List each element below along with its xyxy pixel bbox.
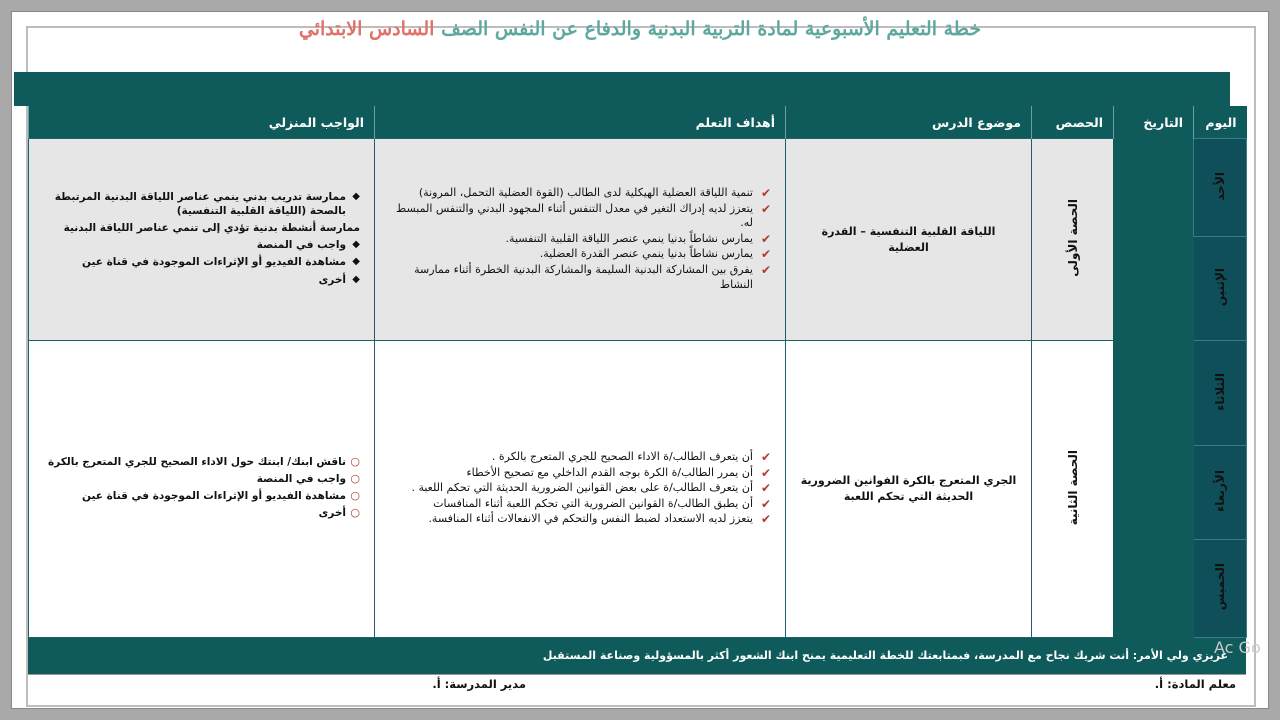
header-row [29, 106, 1247, 139]
topic-text: اللياقة القلبية التنفسية – القدرة العضلية [821, 224, 996, 254]
day-label: الأحد [1213, 171, 1227, 201]
checkmark-icon: ✔ [760, 450, 771, 465]
period-cell [1032, 341, 1114, 638]
header-date: التاريخ [1114, 106, 1194, 139]
homework-text: أخرى [318, 507, 346, 520]
list-item [395, 497, 771, 512]
goal-text: يتعزز لديه الاستعداد لضبط النفس والتحكم في الانفعالات أثناء المنافسة. [428, 512, 753, 526]
goal-text: أن يتعرف الطالب/ة على بعض القوانين الضرورية الحديثة التي تحكم اللعبة . [411, 481, 753, 495]
day-cell [1194, 237, 1247, 341]
list-item [41, 506, 360, 520]
day-cell [1194, 539, 1247, 637]
list-item [41, 221, 360, 235]
activation-watermark: Ac Go [1214, 638, 1261, 657]
day-cell [1194, 139, 1247, 237]
list-item [41, 489, 360, 503]
homework-cell [29, 341, 375, 638]
period-label: الحصة الثانية [1065, 450, 1080, 526]
homework-text: واجب في المنصة [256, 473, 346, 486]
circle-bullet-icon: ○ [350, 454, 360, 468]
list-item [395, 481, 771, 496]
goal-text: أن يطبق الطالب/ة القوانين الضرورية التي تحكم اللعبة أثناء المنافسات [433, 496, 753, 510]
list-item [395, 466, 771, 481]
goal-text: يفرق بين المشاركة البدنية السليمة والمشاركة البدنية الخطرة أثناء ممارسة النشاط [414, 263, 753, 291]
diamond-bullet-icon: ◆ [352, 239, 360, 251]
homework-cell [29, 139, 375, 341]
topic-cell [786, 341, 1032, 638]
list-item [395, 247, 771, 262]
table-row [29, 139, 1247, 237]
date-column [1114, 139, 1194, 638]
list-item [395, 232, 771, 247]
parent-note-bar [28, 638, 1246, 674]
circle-bullet-icon: ○ [350, 506, 360, 520]
checkmark-icon: ✔ [760, 465, 771, 480]
topic-cell [786, 139, 1032, 341]
list-item [41, 238, 360, 252]
homework-text: مشاهدة الفيديو أو الإثراءات الموجودة في قناة عين [82, 490, 346, 503]
header-topic: موضوع الدرس [786, 106, 1032, 139]
diamond-bullet-icon: ◆ [352, 256, 360, 268]
day-label: الخميس [1213, 563, 1227, 611]
topic-text: الجري المتعرج بالكرة الفوانين الضرورية الحديثة التي تحكم اللعبة [800, 474, 1017, 504]
page-title [0, 18, 1280, 40]
teacher-signature: معلم المادة: أ. [1154, 677, 1236, 691]
homework-text: ناقش ابنك/ ابنتك حول الاداء الصحيح للجري المتعرج بالكرة [47, 455, 346, 468]
checkmark-icon: ✔ [760, 186, 771, 201]
homework-text: ممارسة تدريب بدني ينمي عناصر اللياقة البدنية المرتبطة بالصحة (اللياقة القلبية التنفسية) [54, 190, 346, 217]
homework-list [29, 455, 374, 521]
header-band [14, 72, 1230, 106]
goal-text: يمارس نشاطاً بدنيا ينمي عنصر القدرة العضلية. [539, 247, 753, 261]
header-homework: الواجب المنزلي [29, 106, 375, 139]
circle-bullet-icon: ○ [350, 489, 360, 503]
homework-text: مشاهدة الفيديو أو الإثراءات الموجودة في قناة عين [82, 256, 346, 269]
weekly-plan-table [28, 106, 1247, 638]
period-cell [1032, 139, 1114, 341]
goals-list [375, 450, 785, 527]
goal-text: أن يمرر الطالب/ة الكرة بوجه القدم الداخلي مع تصحيح الأخطاء [466, 465, 753, 479]
checkmark-icon: ✔ [760, 231, 771, 246]
goal-text: أن يتعرف الطالب/ة الاداء الصحيح للجري المتعرج بالكرة . [491, 450, 753, 464]
day-label: الإثنين [1213, 268, 1227, 307]
checkmark-icon: ✔ [760, 512, 771, 527]
goal-text: يمارس نشاطاً بدنيا ينمي عنصر اللياقة القلبية التنفسية. [505, 231, 753, 245]
period-label: الحصة الأولى [1065, 199, 1080, 278]
day-label: الثلاثاء [1213, 372, 1227, 411]
checkmark-icon: ✔ [760, 201, 771, 216]
title-main: خطة التعليم الأسبوعية لمادة التربية البدنية والدفاع عن النفس الصف [441, 18, 982, 40]
parent-note-text: عزيزي ولي الأمر: أنت شريك نجاح مع المدرسة، فبمتابعتك للخطة التعليمية يمنح ابنك الشعور أكثر بالمسؤولية وصناعة المستقبل [542, 649, 1228, 662]
list-item [395, 202, 771, 231]
list-item [41, 273, 360, 287]
list-item [41, 190, 360, 218]
goal-text: تنمية اللياقة العضلية الهيكلية لدى الطالب (القوة العضلية التحمل، المرونة) [418, 186, 753, 200]
principal-signature: مدير المدرسة: أ. [432, 677, 526, 691]
list-item [395, 450, 771, 465]
goals-cell [375, 341, 786, 638]
goal-text: يتعزز لديه إدراك التغير في معدل التنفس أثناء المجهود البدني والتنفس المبسط له. [396, 201, 753, 230]
day-label: الأربعاء [1213, 469, 1227, 512]
checkmark-icon: ✔ [760, 247, 771, 262]
signature-row [28, 674, 1246, 693]
list-item [395, 512, 771, 527]
day-cell [1194, 445, 1247, 539]
goals-cell [375, 139, 786, 341]
homework-text: أخرى [318, 273, 346, 286]
circle-bullet-icon: ○ [350, 472, 360, 486]
checkmark-icon: ✔ [760, 496, 771, 511]
header-day: اليوم [1194, 106, 1247, 139]
list-item [395, 263, 771, 292]
list-item [395, 186, 771, 201]
list-item [41, 255, 360, 269]
title-grade: السادس الابتدائي [298, 18, 435, 40]
goals-list [375, 186, 785, 292]
diamond-bullet-icon: ◆ [352, 190, 360, 202]
diamond-bullet-icon: ◆ [352, 273, 360, 285]
header-periods: الحصص [1032, 106, 1114, 139]
day-cell [1194, 341, 1247, 445]
homework-text: واجب في المنصة [256, 239, 346, 252]
list-item [41, 455, 360, 469]
header-goals: أهداف التعلم [375, 106, 786, 139]
table-row [29, 341, 1247, 445]
homework-list [29, 190, 374, 287]
checkmark-icon: ✔ [760, 481, 771, 496]
homework-text: ممارسة أنشطة بدنية تؤدي إلى تنمي عناصر اللياقة البدنية [63, 222, 360, 235]
list-item [41, 472, 360, 486]
checkmark-icon: ✔ [760, 263, 771, 277]
